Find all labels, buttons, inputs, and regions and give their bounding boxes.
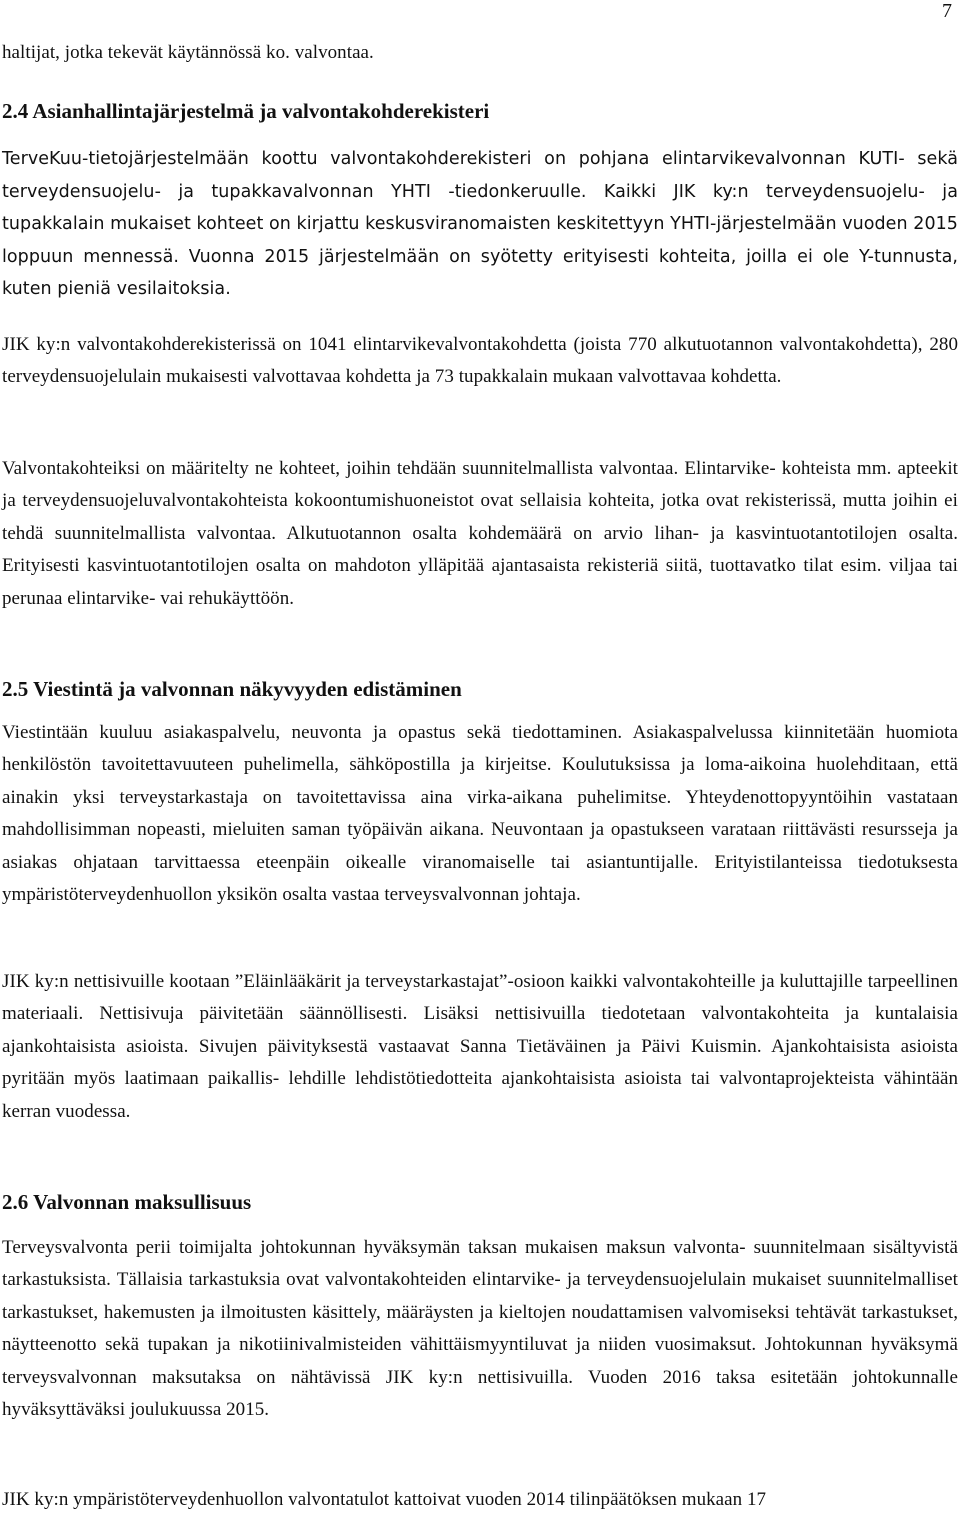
paragraph-registry: TerveKuu-tietojärjestelmään koottu valvontakohderekisteri on pohjana elintarvikevalvonnan KUTI- sekä terveydensuojelu- ja tupakkavalvonnan YHTI -tiedonkeruulle. Kaikki JIK ky:n terveydensuojelu- ja tupakkalain mukaiset kohteet on kirjattu keskusviranomaisten keskitettyyn YHTI-järjestelmään vuoden 2015 loppuun mennessä. Vuonna 2015 järjestelmään on syötetty erityisesti kohteita, joilla ei ole Y-tunnusta, kuten pieniä vesilaitoksia. xyxy=(2,149,958,299)
paragraph-valvontatulot: JIK ky:n ympäristöterveydenhuollon valvontatulot kattoivat vuoden 2014 tilinpäätöksen mukaan 17 xyxy=(2,1489,767,1510)
paragraph-nettisivut: JIK ky:n nettisivuille kootaan ”Eläinlääkärit ja terveystarkastajat”-osioon kaikki valvontakohteille ja kuluttajille tarpeellinen materiaali. Nettisivuja päivitetään säännöllisesti. Lisäksi nettisivuilla tiedotetaan valvontakohteita ja kuntalaisia ajankohtaisista asioista. Sivujen päivityksestä vastaavat Sanna Tietäväinen ja Päivi Kuismin. Ajankohtaisista asioista pyritään myös laatimaan paikallis- lehdille lehdistötiedotteita ajankohtaisista asioista tai valvontaprojekteista vähintään kerran vuodessa. xyxy=(2,971,958,1122)
paragraph-registry-counts: JIK ky:n valvontakohderekisterissä on 1041 elintarvikevalvontakohdetta (joista 770 alkutuotannon valvontakohdetta), 280 terveydensuojelulain mukaisesti valvottavaa kohdetta ja 73 tupakkalain mukaan valvottavaa kohdetta. xyxy=(2,334,958,388)
page-number: 7 xyxy=(942,0,952,22)
paragraph-viestinta: Viestintään kuuluu asiakaspalvelu, neuvonta ja opastus sekä tiedottaminen. Asiakaspalvelussa kiinnitetään huomiota henkilöstön tavoitettavuuteen puhelimella, sähköpostilla ja kirjeitse. Koulutuksissa ja loma-aikoina huolehditaan, että ainakin yksi terveystarkastaja on tavoitettavissa aina virka-aikana puhelimitse. Yhteydenottopyyntöihin vastataan mahdollisimman nopeasti, mieluiten saman työpäivän aikana. Neuvontaan ja opastukseen varataan riittävästi resursseja ja asiakas ohjataan tarvittaessa eteenpäin oikealle viranomaiselle tai asiantuntijalle. Erityistilanteissa tiedotuksesta ympäristöterveydenhuollon yksikön osalta vastaa terveysvalvonnan johtaja. xyxy=(2,722,958,906)
intro-line: haltijat, jotka tekevät käytännössä ko. valvontaa. xyxy=(2,42,374,63)
section-heading-2-5: 2.5 Viestintä ja valvonnan näkyvyyden edistäminen xyxy=(2,677,462,701)
section-heading-2-4: 2.4 Asianhallintajärjestelmä ja valvontakohderekisteri xyxy=(2,99,490,123)
paragraph-maksullisuus: Terveysvalvonta perii toimijalta johtokunnan hyväksymän taksan mukaisen maksun valvonta- suunnitelmaan sisältyvistä tarkastuksista. Tällaisia tarkastuksia ovat valvontakohteiden elintarvike- ja terveydensuojelulain mukaiset suunnitelmalliset tarkastukset, hakemusten ja ilmoitusten käsittely, määräysten ja kieltojen noudattamisen valvomiseksi tehtävät tarkastukset, näytteenotto sekä tupakan ja nikotiinivalmisteiden vähittäismyyntiluvat ja niiden vuosimaksut. Johtokunnan hyväksymä terveysvalvonnan maksutaksa on nähtävissä JIK ky:n nettisivuilla. Vuoden 2016 taksa esitetään johtokunnalle hyväksyttäväksi joulukuussa 2015. xyxy=(2,1237,958,1421)
section-heading-2-6: 2.6 Valvonnan maksullisuus xyxy=(2,1190,252,1214)
paragraph-valvontakohteet: Valvontakohteiksi on määritelty ne kohteet, joihin tehdään suunnitelmallista valvontaa. Elintarvike- kohteista mm. apteekit ja terveydensuojeluvalvontakohteista kokoontumishuoneistot ovat sellaisia kohteita, jotka ovat rekisterissä, mutta joihin ei tehdä suunnitelmallista valvontaa. Alkutuotannon osalta kohdemäärä on arvio lihan- ja kasvintuotantotilojen osalta. Erityisesti kasvintuotantotilojen osalta on mahdoton ylläpitää ajantasaista rekisteriä siitä, tuottavatko tilat esim. viljaa tai perunaa elintarvike- vai rehukäyttöön. xyxy=(2,458,958,609)
